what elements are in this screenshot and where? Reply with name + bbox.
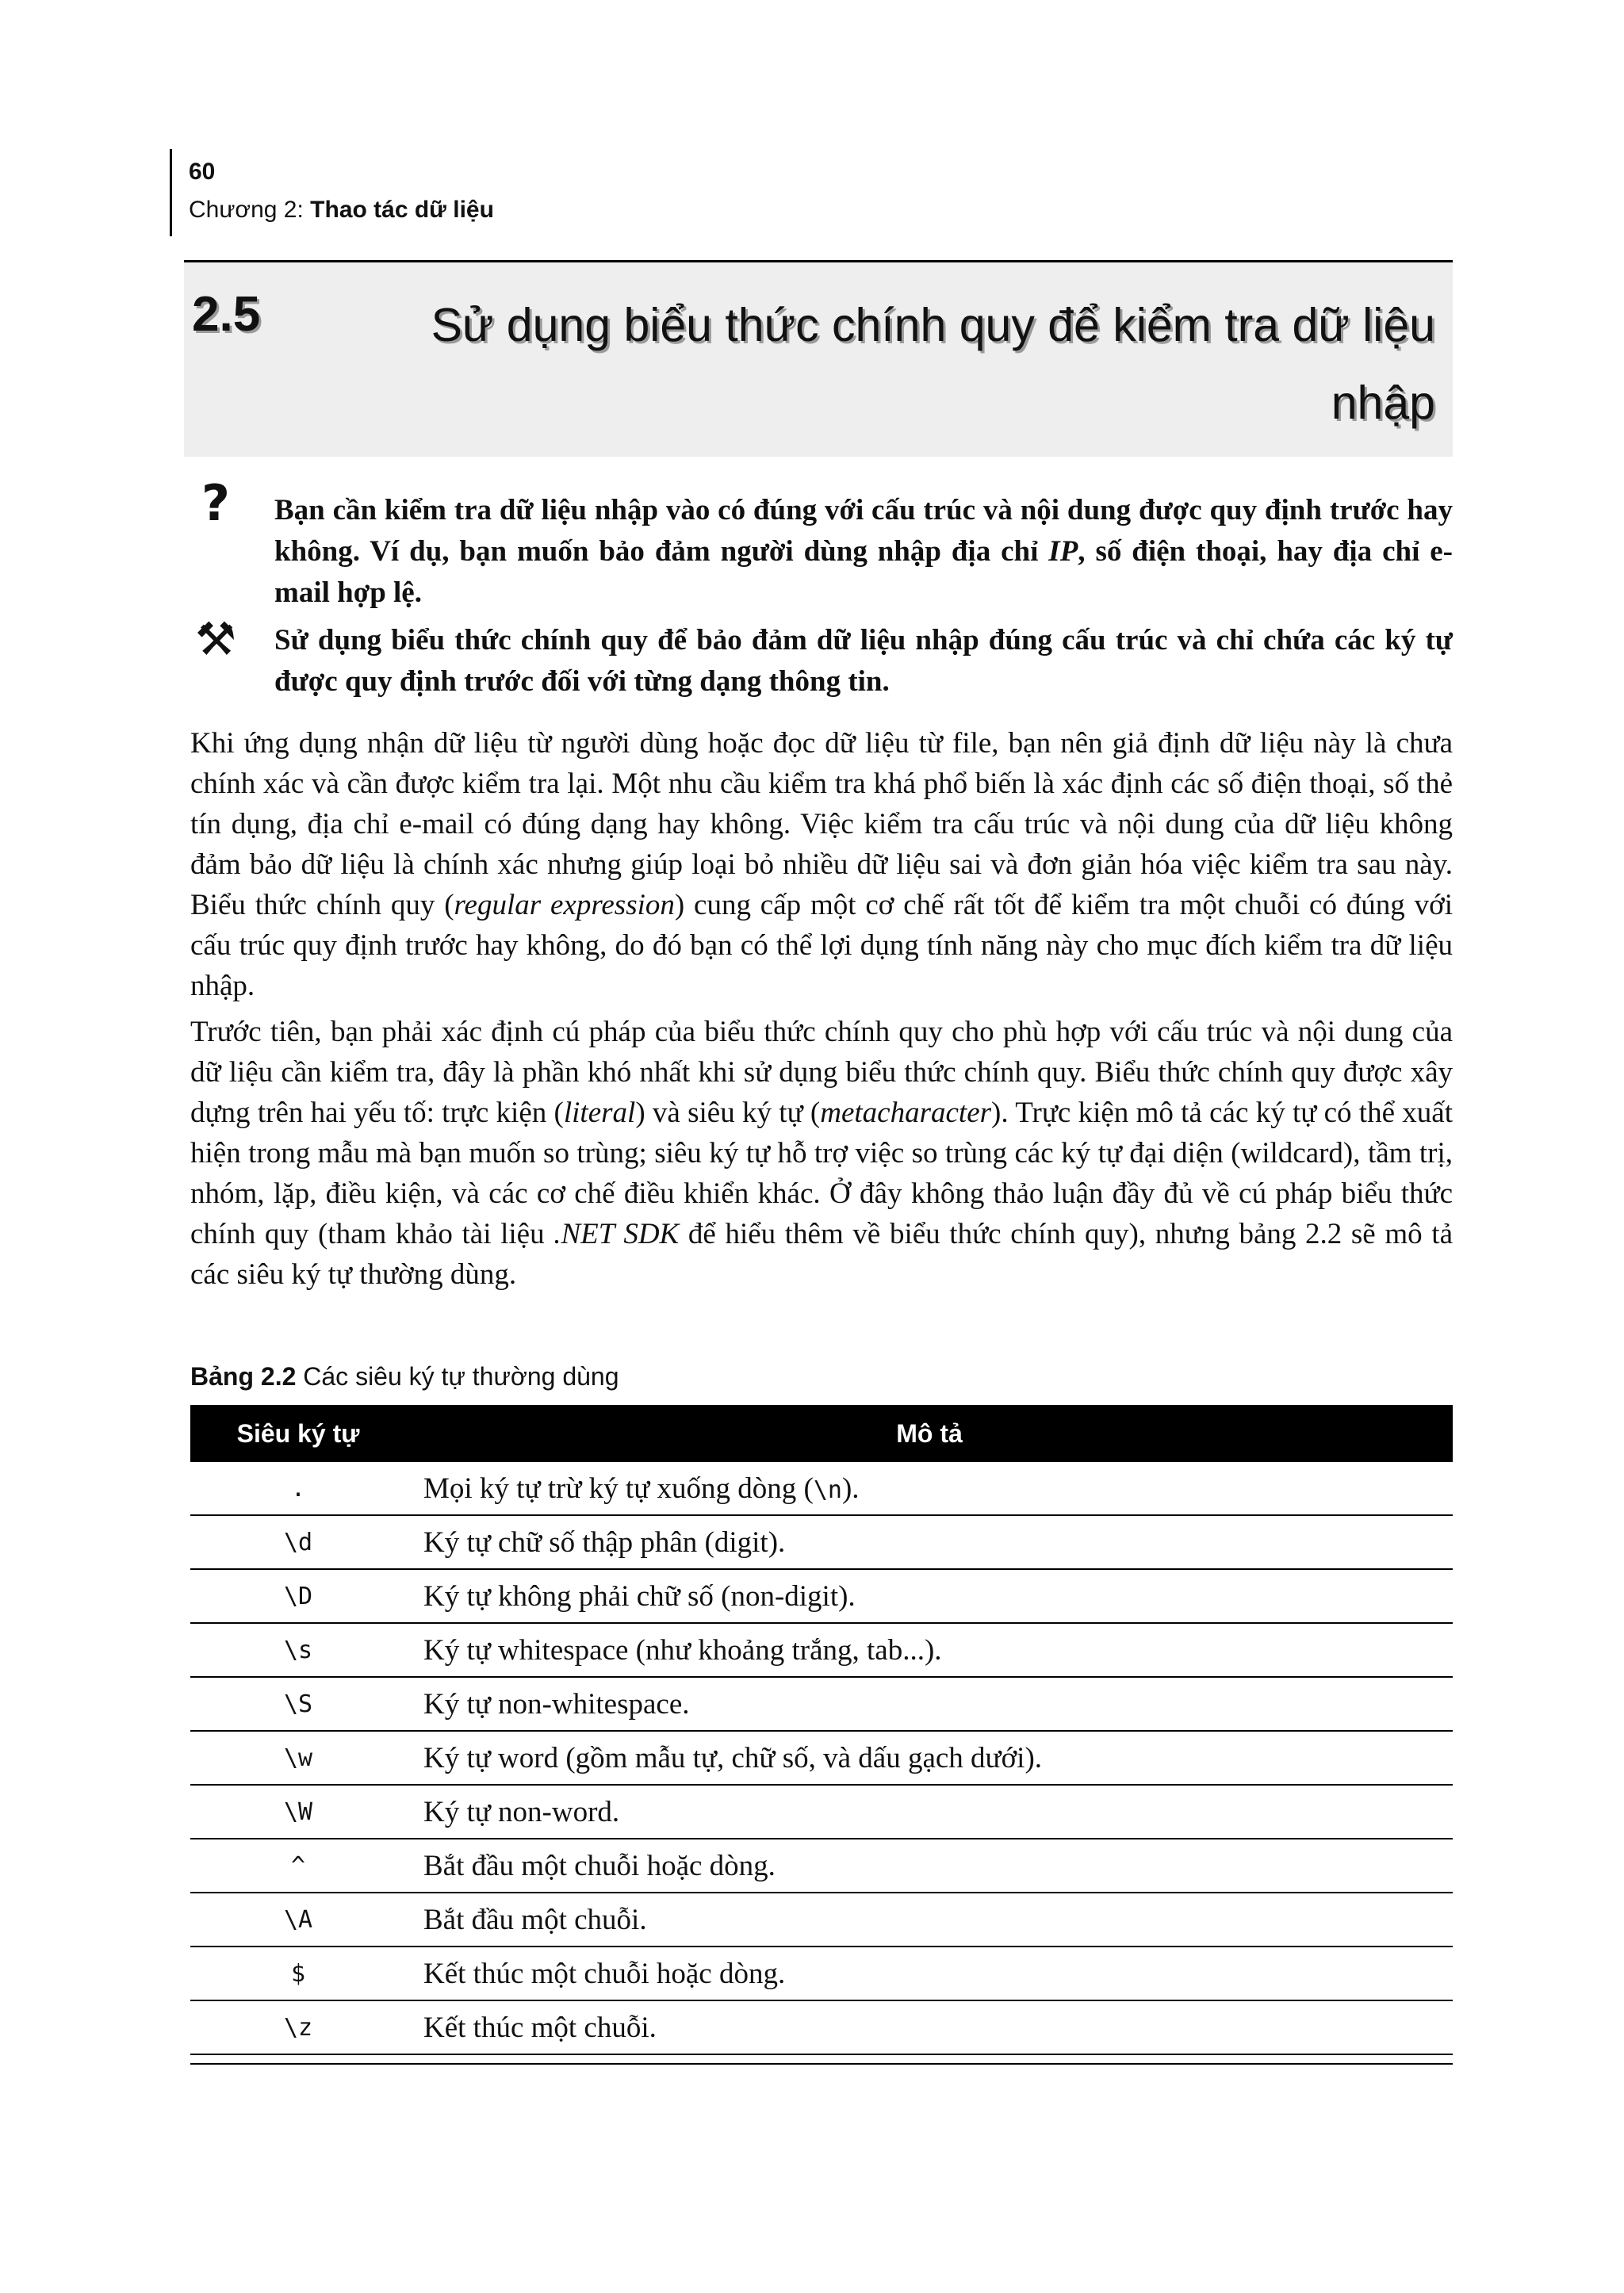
description-cell: Ký tự non-whitespace. — [406, 1677, 1453, 1731]
caption-label: Bảng 2.2 — [190, 1362, 297, 1391]
section-title: Sử dụng biểu thức chính quy để kiểm tra dữ liệu nhập — [431, 299, 1435, 429]
header-rule — [170, 149, 172, 236]
table-row — [190, 1893, 1453, 1947]
caption-text: Các siêu ký tự thường dùng — [296, 1362, 619, 1391]
description-cell: Kết thúc một chuỗi. — [406, 2000, 1453, 2054]
metachar-cell: \W — [190, 1785, 406, 1839]
description-code: \n — [813, 1476, 842, 1504]
table-row — [190, 1623, 1453, 1677]
description-cell: Bắt đầu một chuỗi hoặc dòng. — [406, 1839, 1453, 1893]
body-paragraph-2 — [190, 1012, 1453, 1295]
chapter-header — [189, 197, 494, 224]
problem-text-1: Bạn cần kiểm tra dữ liệu nhập vào có đúng với cấu trúc và nội dung được quy định trước hay không. Ví dụ, bạn muốn bảo đảm người dùng nhập địa chỉ — [274, 494, 1453, 568]
table-row — [190, 1677, 1453, 1731]
description-cell: Ký tự không phải chữ số (non-digit). — [406, 1569, 1453, 1623]
description-text: Mọi ký tự trừ ký tự xuống dòng ( — [423, 1472, 814, 1505]
metacharacter-table — [190, 1405, 1453, 2055]
table-row — [190, 1785, 1453, 1839]
table-row — [190, 2000, 1453, 2054]
metachar-cell: \w — [190, 1731, 406, 1785]
p2-text-c: ). Trực kiện mô tả các ký tự có thể xuất hiện trong mẫu mà bạn muốn so trùng; siêu ký tự hỗ trợ việc so trùng các ký tự đại diện (wildcard), tầm trị, nhóm, lặp, điều kiện, và các cơ chế điều khiển khác. Ở đây không thảo luận đầy đủ về cú pháp biểu thức chính quy (tham khảo tài liệu — [190, 1097, 1453, 1250]
table-row — [190, 1462, 1453, 1515]
description-cell — [406, 1462, 1453, 1515]
metachar-cell: ^ — [190, 1839, 406, 1893]
table-caption — [190, 1362, 619, 1391]
tools-icon: ⚒ — [195, 612, 236, 666]
table-header-row — [190, 1405, 1453, 1462]
table-row — [190, 1731, 1453, 1785]
metachar-cell: \A — [190, 1893, 406, 1947]
p1-text-b: ) cung cấp một cơ chế rất tốt để kiểm tra một chuỗi có đúng với cấu trúc quy định trước hay không, do đó bạn có thể lợi dụng tính năng này cho mục đích kiểm tra dữ liệu nhập. — [190, 889, 1453, 1002]
problem-text-2: , số điện thoại, hay địa chỉ e-mail hợp lệ. — [274, 535, 1453, 609]
description-cell: Ký tự chữ số thập phân (digit). — [406, 1515, 1453, 1569]
question-mark-icon: ? — [201, 474, 230, 532]
body-paragraph-1 — [190, 723, 1453, 1006]
chapter-prefix: Chương 2: — [189, 197, 311, 223]
problem-statement — [274, 490, 1453, 614]
p2-text-a: Trước tiên, bạn phải xác định cú pháp của biểu thức chính quy cho phù hợp với cấu trúc và nội dung của dữ liệu cần kiểm tra, đây là phần khó nhất khi sử dụng biểu thức chính quy. Biểu thức chính quy được xây dựng trên hai yếu tố: trực kiện ( — [190, 1016, 1453, 1129]
page-number: 60 — [189, 159, 216, 185]
p2-text-d: để hiểu thêm về biểu thức chính quy), nhưng bảng 2.2 sẽ mô tả các siêu ký tự thường dùng. — [190, 1218, 1453, 1291]
p2-italic-sdk: .NET SDK — [553, 1218, 680, 1250]
description-cell: Kết thúc một chuỗi hoặc dòng. — [406, 1947, 1453, 2000]
metachar-cell: \z — [190, 2000, 406, 2054]
table-bottom-rule — [190, 2063, 1453, 2065]
metachar-cell: \s — [190, 1623, 406, 1677]
problem-text-italic: IP — [1048, 535, 1078, 568]
chapter-title: Thao tác dữ liệu — [310, 197, 494, 223]
table-row — [190, 1839, 1453, 1893]
description-tail: ). — [841, 1472, 860, 1505]
metachar-cell: . — [190, 1462, 406, 1515]
column-header-metacharacter: Siêu ký tự — [190, 1405, 406, 1462]
table-row — [190, 1515, 1453, 1569]
solution-statement: Sử dụng biểu thức chính quy để bảo đảm dữ liệu nhập đúng cấu trúc và chỉ chứa các ký tự được quy định trước đối với từng dạng thông tin. — [274, 624, 1453, 698]
section-heading — [184, 260, 1453, 457]
description-cell: Ký tự whitespace (như khoảng trắng, tab...). — [406, 1623, 1453, 1677]
metachar-cell: \S — [190, 1677, 406, 1731]
metachar-cell: \D — [190, 1569, 406, 1623]
section-number: 2.5 — [192, 287, 261, 342]
description-cell: Bắt đầu một chuỗi. — [406, 1893, 1453, 1947]
p1-text-a: Khi ứng dụng nhận dữ liệu từ người dùng hoặc đọc dữ liệu từ file, bạn nên giả định dữ liệu này là chưa chính xác và cần được kiểm tra lại. Một nhu cầu kiểm tra khá phổ biến là xác định các số điện thoại, số thẻ tín dụng, địa chỉ e-mail có đúng dạng hay không. Việc kiểm tra cấu trúc và nội dung của dữ liệu không đảm bảo dữ liệu là chính xác nhưng giúp loại bỏ nhiều dữ liệu sai và đơn giản hóa việc kiểm tra sau này. Biểu thức chính quy ( — [190, 727, 1453, 921]
p2-italic-metacharacter: metacharacter — [820, 1097, 992, 1129]
metachar-cell: \d — [190, 1515, 406, 1569]
table-row — [190, 1947, 1453, 2000]
p2-italic-literal: literal — [563, 1097, 636, 1129]
column-header-description: Mô tả — [406, 1405, 1453, 1462]
description-cell: Ký tự word (gồm mẫu tự, chữ số, và dấu gạch dưới). — [406, 1731, 1453, 1785]
p2-text-b: ) và siêu ký tự ( — [635, 1097, 821, 1129]
p1-italic: regular expression — [454, 889, 675, 921]
table-row — [190, 1569, 1453, 1623]
metachar-cell: $ — [190, 1947, 406, 2000]
description-cell: Ký tự non-word. — [406, 1785, 1453, 1839]
